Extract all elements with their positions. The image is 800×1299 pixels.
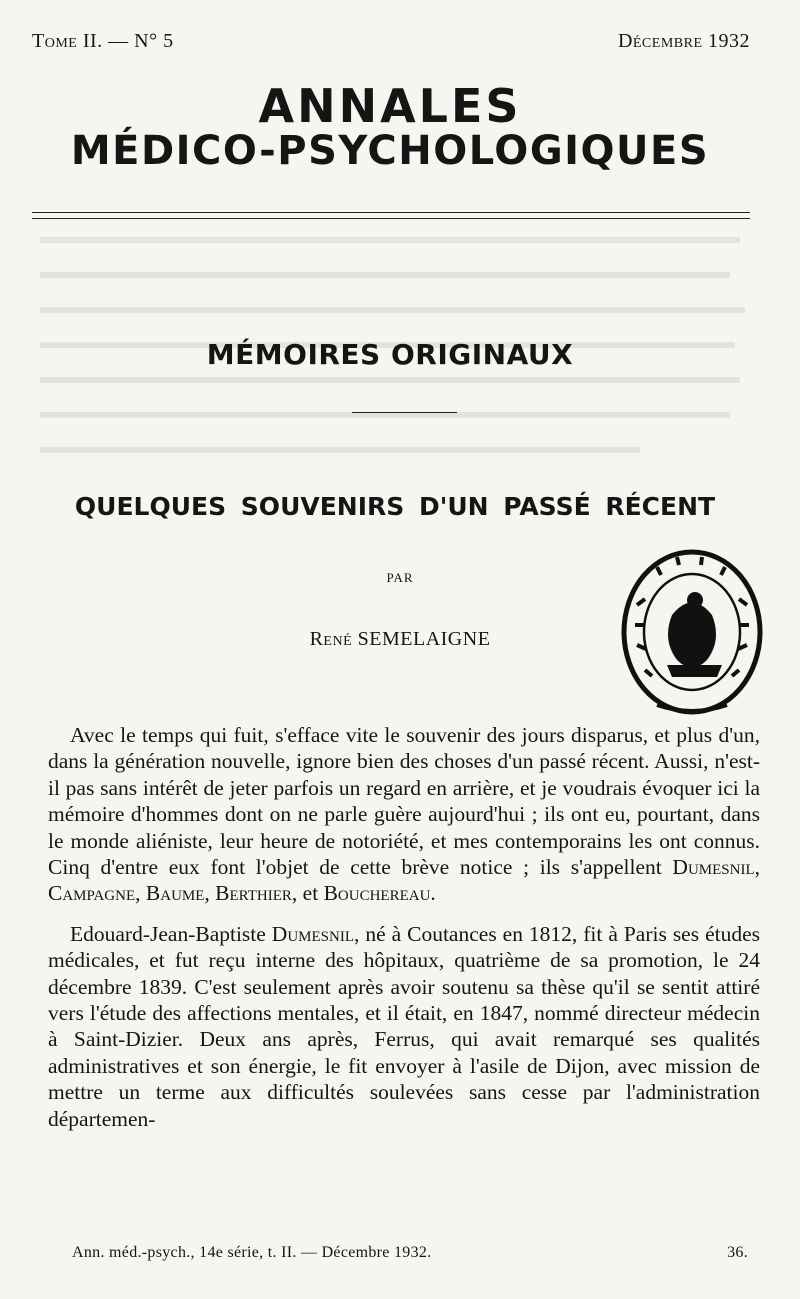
byline-par: PAR <box>386 570 414 585</box>
library-stamp-icon <box>617 545 767 720</box>
name-bouchereau: Bouchereau <box>323 881 431 906</box>
journal-title <box>30 79 750 175</box>
separator: , <box>135 881 146 906</box>
name-dumesnil: Dumesnil <box>672 855 755 880</box>
separator: , <box>204 881 216 906</box>
name-berthier: Berthier <box>215 881 292 906</box>
footer-citation: Ann. méd.-psych., 14e série, t. II. — Décembre 1932. <box>72 1244 432 1261</box>
paragraph-1-text: Avec le temps qui fuit, s'efface vite le souvenir des jours disparus, et plus d'un, dans la génération nouvelle, ignore bien des choses d'un passé récent. Aussi, n'est-il pas sans intérêt de jeter parfois un regard en arrière, et je voudrais évoquer ici la mémoire d'hommes dont on ne parle guère aujourd'hui ; ils ont eu, pourtant, dans le monde aliéniste, leur heure de notoriété, et mes contemporains les ont connus. Cinq d'entre eux font l'objet de cette brève notice ; ils s'appellent <box>48 723 760 880</box>
page-footer <box>72 1244 748 1262</box>
name-baume: Baume <box>145 881 205 906</box>
paragraph-2-text: , né à Coutances en 1812, fit à Paris ses études médicales, et fut reçu interne des hôpitaux, quatrième de sa promotion, le 24 décembre 1839. C'est seulement après avoir soutenu sa thèse qu'il se sentit attiré vers l'étude des affections mentales, et il était, en 1847, nommé directeur médecin à Saint-Dizier. Deux ans après, Ferrus, qui avait remarqué ses qualités administratives et son énergie, le fit envoyer à l'asile de Dijon, avec mission de mettre un terme aux difficultés soulevées sans cesse par l'administration départemen- <box>48 921 760 1131</box>
article-body <box>48 722 760 1132</box>
author-first-name: René <box>309 628 353 650</box>
separator: , <box>754 855 760 880</box>
journal-title-line2: MÉDICO-PSYCHOLOGIQUES <box>70 128 710 175</box>
separator: , et <box>291 881 324 906</box>
body-paragraph-1 <box>48 722 760 907</box>
section-title: MÉMOIRES ORIGINAUX <box>206 338 574 371</box>
volume-number: Tome II. — N° 5 <box>32 30 174 52</box>
issue-date: Décembre 1932 <box>617 30 750 52</box>
name-campagne: Campagne <box>48 881 136 906</box>
title-double-rule <box>32 212 750 219</box>
paragraph-2-start: Edouard-Jean-Baptiste <box>70 921 272 946</box>
author-last-name: SEMELAIGNE <box>357 628 491 650</box>
body-paragraph-2 <box>48 921 760 1132</box>
article-title: QUELQUES SOUVENIRS D'UN PASSÉ RÉCENT <box>74 492 716 521</box>
section-divider <box>352 412 457 413</box>
name-dumesnil: Dumesnil <box>271 921 354 946</box>
running-header <box>32 30 750 53</box>
page-number: 36. <box>727 1244 748 1261</box>
journal-title-line1: ANNALES <box>258 79 522 133</box>
paragraph-end: . <box>430 881 436 906</box>
